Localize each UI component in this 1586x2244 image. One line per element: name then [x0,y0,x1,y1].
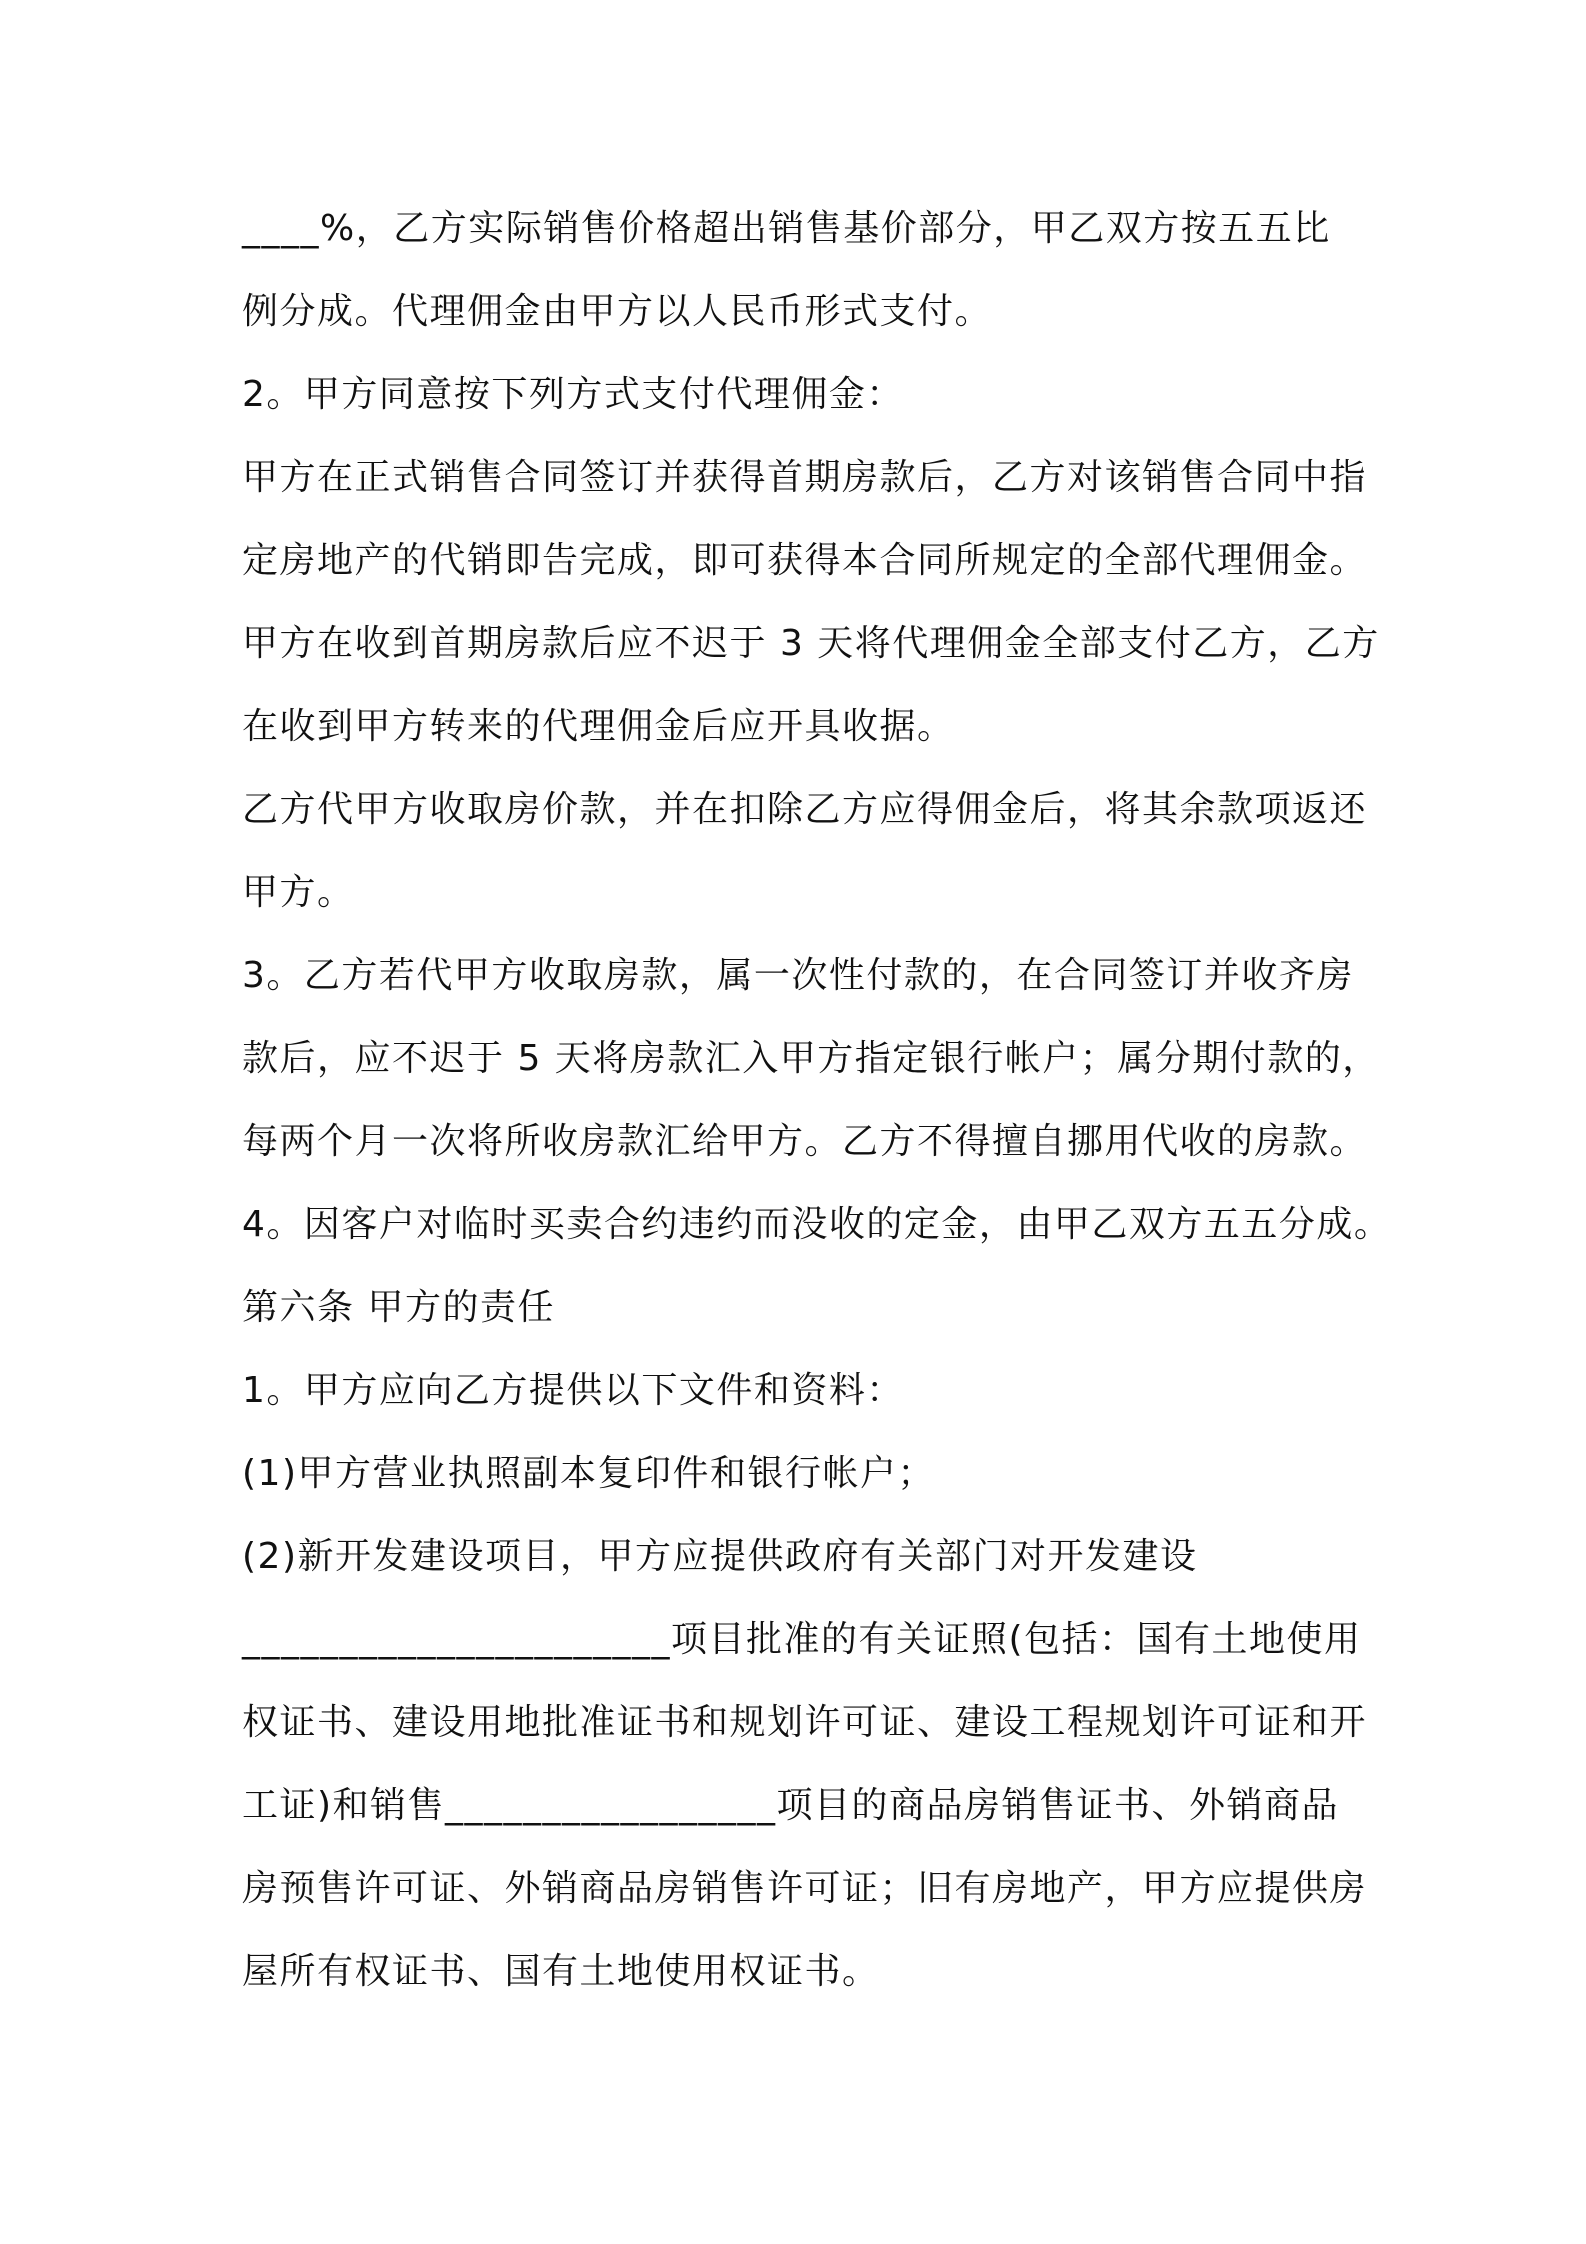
text-line: 定房地产的代销即告完成，即可获得本合同所规定的全部代理佣金。 [242,540,1368,581]
text-line: (2)新开发建设项目，甲方应提供政府有关部门对开发建设 [242,1536,1198,1577]
text-line: 每两个月一次将所收房款汇给甲方。乙方不得擅自挪用代收的房款。 [242,1121,1368,1162]
text-line: ____%，乙方实际销售价格超出销售基价部分，甲乙双方按五五比 [242,208,1331,249]
text-line: 1。甲方应向乙方提供以下文件和资料： [242,1370,904,1411]
text-line: ______________________项目批准的有关证照(包括：国有土地使用 [242,1619,1362,1660]
text-line: (1)甲方营业执照副本复印件和银行帐户； [242,1453,935,1494]
text-line: 房预售许可证、外销商品房销售许可证；旧有房地产，甲方应提供房 [242,1868,1368,1909]
text-line: 2。甲方同意按下列方式支付代理佣金： [242,374,904,415]
text-line: 甲方在收到首期房款后应不迟于 3 天将代理佣金全部支付乙方，乙方 [242,623,1380,664]
section-heading: 第六条 甲方的责任 [242,1287,555,1328]
text-line: 在收到甲方转来的代理佣金后应开具收据。 [242,706,955,747]
text-line: 3。乙方若代甲方收取房款，属一次性付款的，在合同签订并收齐房 [242,955,1354,996]
text-line: 甲方在正式销售合同签订并获得首期房款后，乙方对该销售合同中指 [242,457,1368,498]
text-line: 乙方代甲方收取房价款，并在扣除乙方应得佣金后，将其余款项返还 [242,789,1368,830]
text-line: 例分成。代理佣金由甲方以人民币形式支付。 [242,291,993,332]
text-line: 甲方。 [242,872,355,913]
text-line: 权证书、建设用地批准证书和规划许可证、建设工程规划许可证和开 [242,1702,1368,1743]
text-line: 款后，应不迟于 5 天将房款汇入甲方指定银行帐户；属分期付款的， [242,1038,1380,1079]
text-line: 工证)和销售_________________项目的商品房销售证书、外销商品 [242,1785,1340,1826]
text-line: 屋所有权证书、国有土地使用权证书。 [242,1951,880,1992]
text-line: 4。因客户对临时买卖合约违约而没收的定金，由甲乙双方五五分成。 [242,1204,1392,1245]
